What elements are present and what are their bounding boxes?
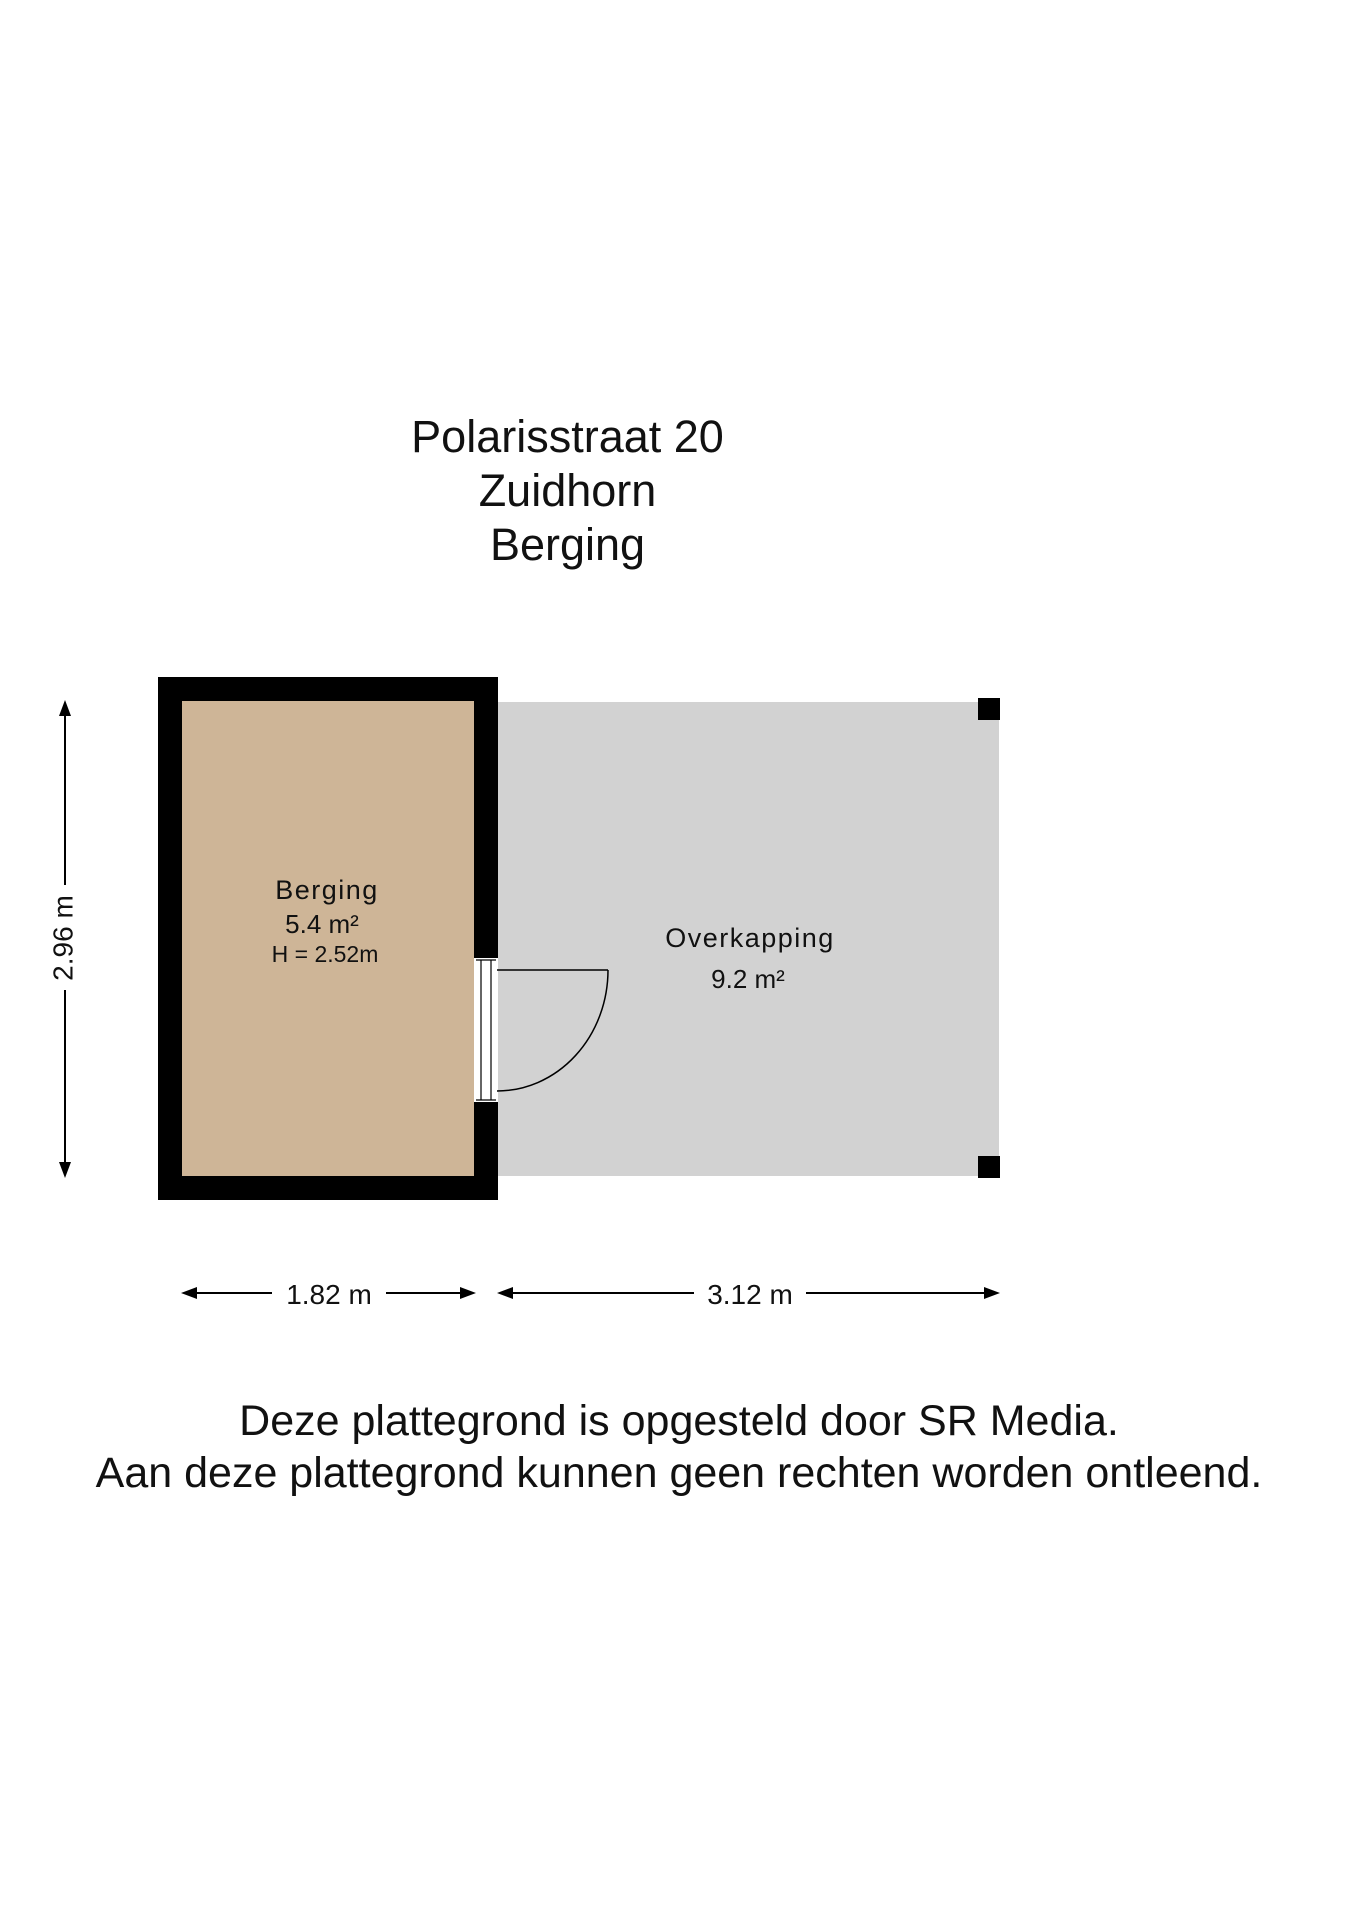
disclaimer-line-2: Aan deze plattegrond kunnen geen rechten worden ontleend. [95, 1449, 1263, 1497]
berging-label: Berging [275, 875, 379, 905]
height-dimension [47, 700, 78, 1178]
berging-width-label: 1.82 m [286, 1279, 372, 1310]
disclaimer [0, 1395, 1358, 1499]
city-line: Zuidhorn [478, 465, 657, 516]
berging-height: H = 2.52m [271, 941, 379, 967]
height-dimension-label: 2.96 m [47, 895, 79, 981]
address-line: Polarisstraat 20 [411, 411, 724, 462]
berging-width-dimension [181, 1279, 476, 1310]
disclaimer-line-1: Deze plattegrond is opgesteld door SR Media. [239, 1397, 1119, 1445]
overkapping-width-dimension [497, 1279, 1000, 1310]
overkapping-area: 9.2 m² [711, 964, 785, 994]
overkapping-post-top [978, 698, 1000, 720]
floor-line: Berging [489, 519, 646, 570]
berging-area: 5.4 m² [285, 909, 359, 939]
overkapping-post-bottom [978, 1156, 1000, 1178]
door-opening [474, 958, 498, 1102]
overkapping-width-label: 3.12 m [707, 1279, 793, 1310]
overkapping-label: Overkapping [665, 923, 835, 953]
